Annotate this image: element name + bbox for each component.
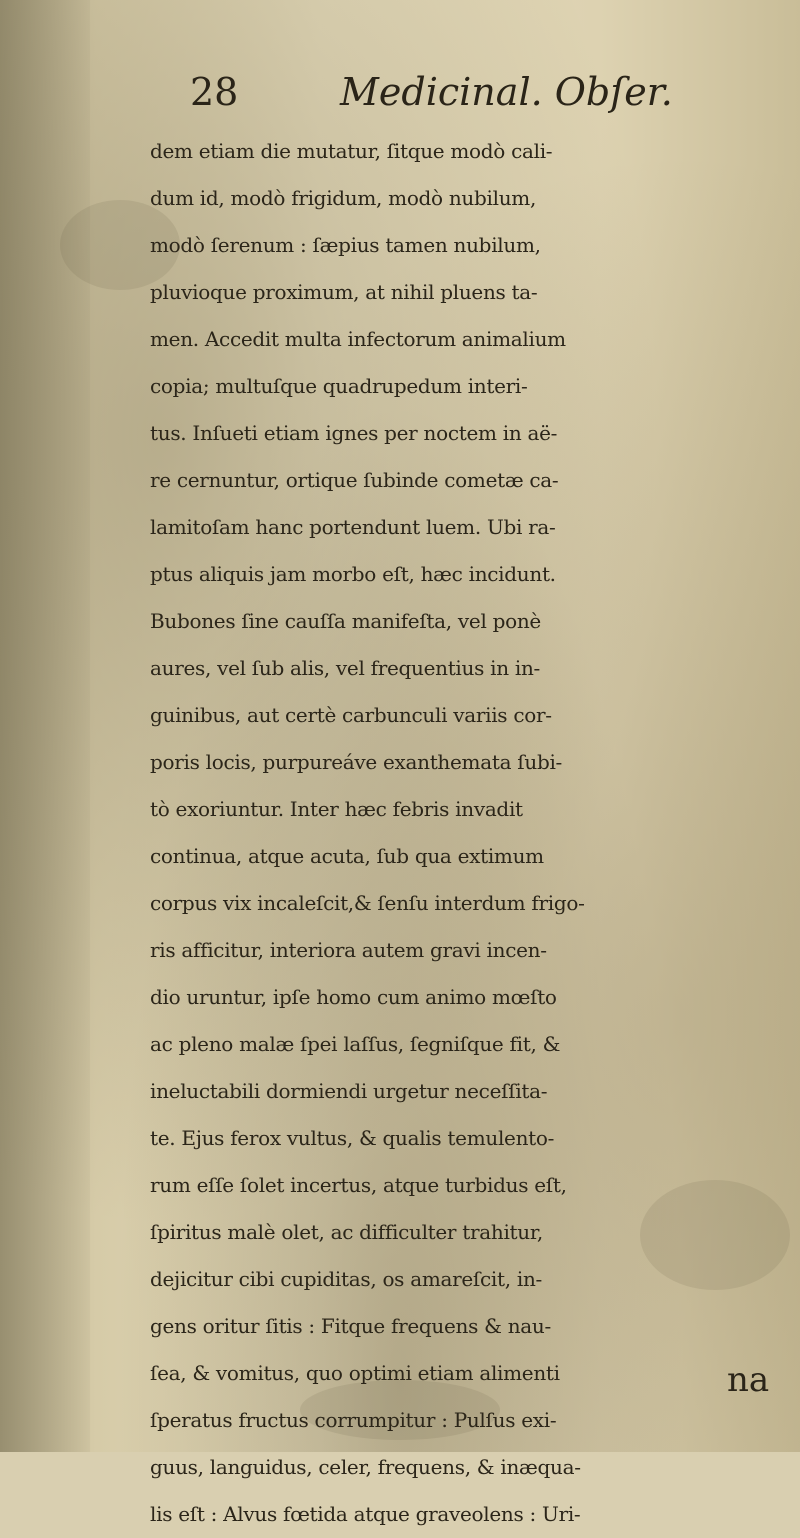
page-header (190, 70, 750, 118)
text-line: ptus aliquis jam morbo eſt, hæc incidunt. (150, 562, 556, 586)
text-line: lamitoſam hanc portendunt luem. Ubi ra- (150, 515, 556, 539)
page-number: 28 (190, 70, 239, 114)
body-text (150, 128, 790, 1538)
text-line: modò ſerenum : ſæpius tamen nubilum, (150, 233, 541, 257)
text-line: dum id, modò frigidum, modò nubilum, (150, 186, 537, 210)
text-line: dem etiam die mutatur, ſitque modò cali- (150, 139, 553, 163)
text-line: tus. Inſueti etiam ignes per noctem in aë- (150, 421, 558, 445)
text-line: aures, vel ſub alis, vel frequentius in in- (150, 656, 541, 680)
text-line: copia; multuſque quadrupedum interi- (150, 374, 528, 398)
text-line: guus, languidus, celer, frequens, & inæqua- (150, 1455, 581, 1479)
text-line: guinibus, aut certè carbunculi variis cor- (150, 703, 552, 727)
text-line: ac pleno malæ ſpei laſſus, ſegniſque fit, & (150, 1032, 561, 1056)
text-line: ſperatus fructus corrumpitur : Pulſus exi- (150, 1408, 557, 1432)
text-line: poris locis, purpureáve exanthemata ſubi- (150, 750, 562, 774)
text-line: re cernuntur, ortique ſubinde cometæ ca- (150, 468, 559, 492)
text-line: lis eſt : Alvus fœtida atque graveolens : Uri- (150, 1502, 581, 1526)
text-line: pluvioque proximum, at nihil pluens ta- (150, 280, 538, 304)
text-line: tò exoriuntur. Inter hæc febris invadit (150, 797, 523, 821)
text-line: ineluctabili dormiendi urgetur neceſſita- (150, 1079, 548, 1103)
text-line: men. Accedit multa infectorum animalium (150, 327, 566, 351)
text-line: corpus vix incaleſcit,& ſenſu interdum frigo- (150, 891, 585, 915)
text-line: dio uruntur, ipſe homo cum animo mœſto (150, 985, 557, 1009)
text-line: gens oritur ſitis : Fitque frequens & nau- (150, 1314, 551, 1338)
running-title: Medicinal. Obſer. (340, 70, 673, 114)
catchword: na (727, 1360, 770, 1400)
text-line: Bubones ſine cauſſa manifeſta, vel ponè (150, 609, 541, 633)
text-line: ris afficitur, interiora autem gravi incen- (150, 938, 547, 962)
text-line: rum eſſe ſolet incertus, atque turbidus eſt, (150, 1173, 567, 1197)
text-line: te. Ejus ferox vultus, & qualis temulento- (150, 1126, 555, 1150)
text-line: ſpiritus malè olet, ac difficulter trahitur, (150, 1220, 543, 1244)
text-line: ſea, & vomitus, quo optimi etiam alimenti (150, 1361, 560, 1385)
text-line: dejicitur cibi cupiditas, os amareſcit, in- (150, 1267, 543, 1291)
text-line: continua, atque acuta, ſub qua extimum (150, 844, 544, 868)
